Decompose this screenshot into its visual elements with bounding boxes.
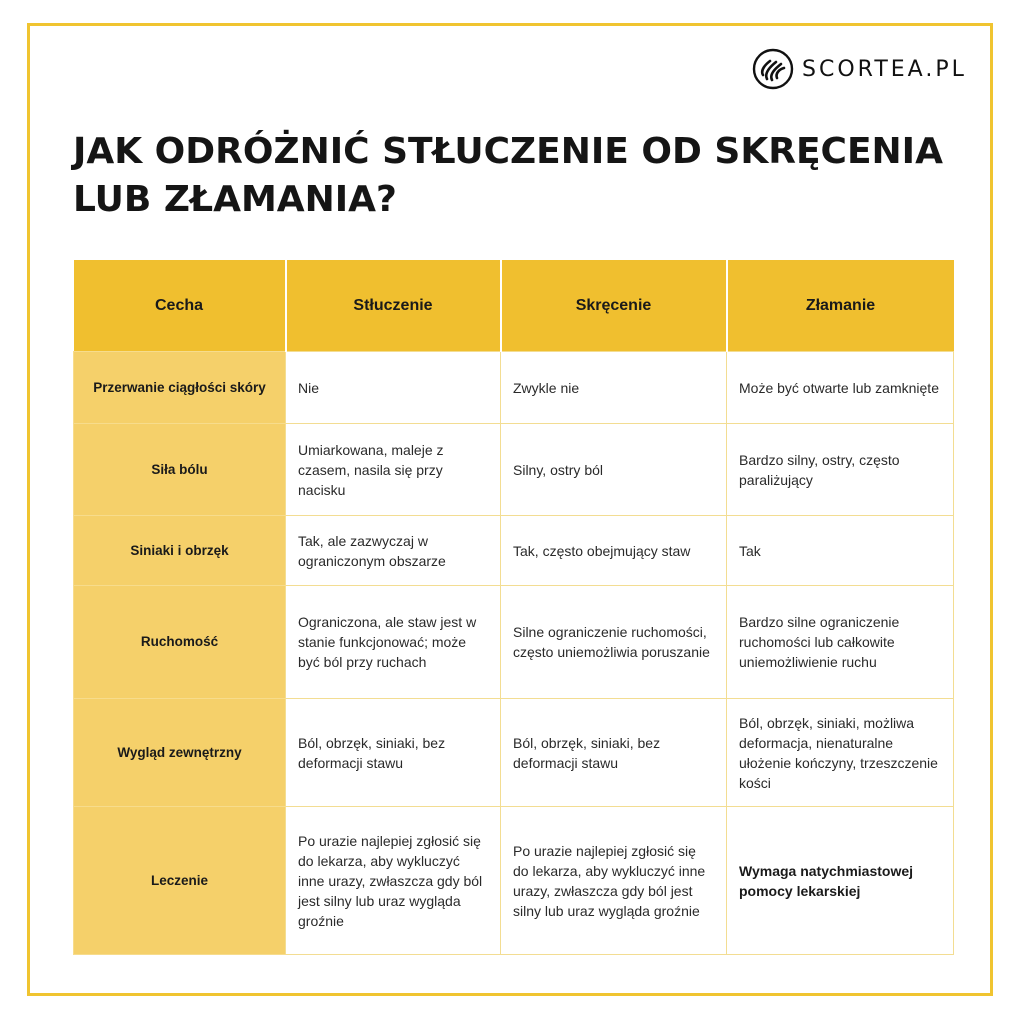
logo-icon: [752, 48, 794, 90]
page-title: [73, 128, 953, 224]
table-cell: Ograniczona, ale staw jest w stanie funkcjonować; może być ból przy ruchach: [286, 586, 501, 699]
row-feature-cell: Przerwanie ciągłości skóry: [74, 352, 286, 424]
table-cell: Bardzo silny, ostry, często paraliżujący: [727, 424, 954, 516]
table-cell: Tak, często obejmujący staw: [501, 516, 727, 586]
table-row: [74, 586, 954, 699]
table-row: [74, 699, 954, 807]
row-feature-cell: Leczenie: [74, 807, 286, 955]
column-header-skrecenie: Skręcenie: [501, 260, 727, 352]
table-cell: Tak, ale zazwyczaj w ograniczonym obszarze: [286, 516, 501, 586]
title-line-2: LUB ZŁAMANIA?: [73, 179, 397, 220]
column-header-cecha: Cecha: [74, 260, 286, 352]
column-header-stluczenie: Stłuczenie: [286, 260, 501, 352]
table-cell: Po urazie najlepiej zgłosić się do lekarza, aby wykluczyć inne urazy, zwłaszcza gdy ból jest silny lub uraz wygląda groźnie: [501, 807, 727, 955]
table-row: [74, 424, 954, 516]
brand-logo[interactable]: [752, 47, 967, 91]
table-row: [74, 516, 954, 586]
row-feature-cell: Wygląd zewnętrzny: [74, 699, 286, 807]
table-cell: Silny, ostry ból: [501, 424, 727, 516]
table-cell: Ból, obrzęk, siniaki, bez deformacji stawu: [286, 699, 501, 807]
table-cell: Wymaga natychmiastowej pomocy lekarskiej: [727, 807, 954, 955]
title-line-1: JAK ODRÓŻNIĆ STŁUCZENIE OD SKRĘCENIA: [73, 131, 943, 172]
row-feature-cell: Ruchomość: [74, 586, 286, 699]
table-cell: Tak: [727, 516, 954, 586]
logo-text: SCORTEA.PL: [802, 56, 967, 82]
table-cell: Ból, obrzęk, siniaki, bez deformacji stawu: [501, 699, 727, 807]
table-cell: Ból, obrzęk, siniaki, możliwa deformacja, nienaturalne ułożenie kończyny, trzeszczenie kości: [727, 699, 954, 807]
table-cell: Po urazie najlepiej zgłosić się do lekarza, aby wykluczyć inne urazy, zwłaszcza gdy ból jest silny lub uraz wygląda groźnie: [286, 807, 501, 955]
table-cell: Może być otwarte lub zamknięte: [727, 352, 954, 424]
table-header-row: [74, 260, 954, 352]
table-cell: Umiarkowana, maleje z czasem, nasila się przy nacisku: [286, 424, 501, 516]
row-feature-cell: Siła bólu: [74, 424, 286, 516]
table-cell: Nie: [286, 352, 501, 424]
table-cell: Zwykle nie: [501, 352, 727, 424]
row-feature-cell: Siniaki i obrzęk: [74, 516, 286, 586]
table-cell: Bardzo silne ograniczenie ruchomości lub całkowite uniemożliwienie ruchu: [727, 586, 954, 699]
table-row: [74, 807, 954, 955]
comparison-table: [73, 260, 954, 955]
table-cell: Silne ograniczenie ruchomości, często uniemożliwia poruszanie: [501, 586, 727, 699]
table-row: [74, 352, 954, 424]
column-header-zlamanie: Złamanie: [727, 260, 954, 352]
